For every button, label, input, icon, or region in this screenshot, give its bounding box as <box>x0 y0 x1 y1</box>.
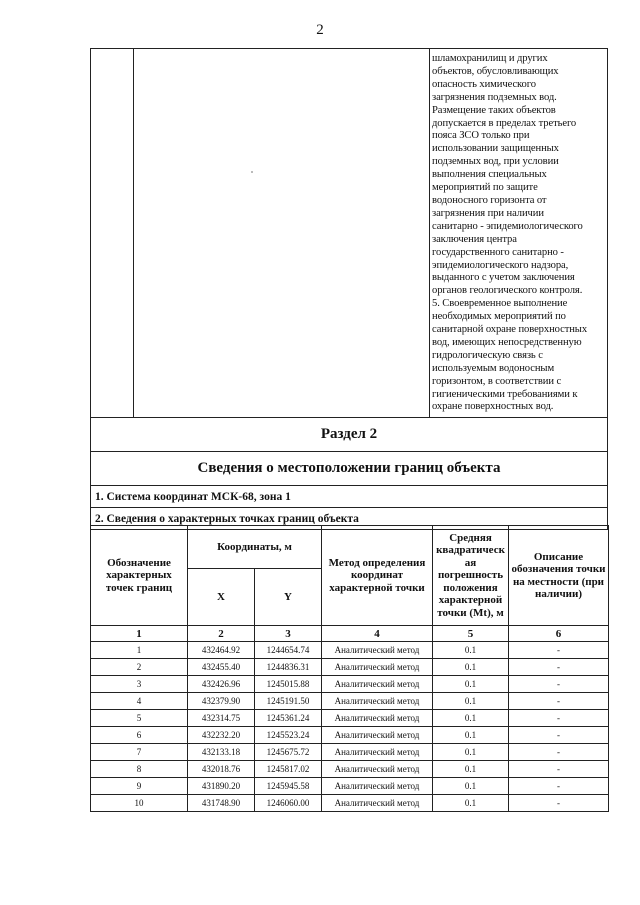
column-divider <box>429 49 430 417</box>
column-number: 3 <box>255 626 322 642</box>
description-cell: - <box>509 642 609 659</box>
method-cell: Аналитический метод <box>322 659 433 676</box>
coordinate-system: 1. Система координат МСК-68, зона 1 <box>91 485 607 507</box>
coord-x: 432018.76 <box>188 761 255 778</box>
point-number: 8 <box>91 761 188 778</box>
requirements-text: шламохранилищ и других объектов, обусловливающих опасность химического загрязнения подземных вод. Размещение таких объектов допускается в пределах третьего пояса ЗСО только при использовании защищенных подземных вод, при условии выполнения специальных мероприятий по защите водоносного горизонта от загрязнения при наличии санитарно - эпидемиологического заключения центра государственного санитарно - эпидемиологического надзора, выданного с учетом заключения органов геологического контроля. 5. Своевременное выполнение необходимых мероприятий по санитарной охране поверхностных вод, имеющих непосредственную гидрологическую связь с используемым водоносным горизонтом, в соответствии с гигиеническими требованиями к охране поверхностных вод. <box>432 53 588 413</box>
header-designation: Обозначение характерных точек границ <box>91 526 188 626</box>
accuracy-cell: 0.1 <box>433 693 509 710</box>
section-subtitle: Сведения о местоположении границ объекта <box>91 451 607 485</box>
section-title: Раздел 2 <box>320 425 378 442</box>
coord-y: 1246060.00 <box>255 795 322 812</box>
coord-y: 1244836.31 <box>255 659 322 676</box>
point-number: 10 <box>91 795 188 812</box>
table-row <box>91 642 609 659</box>
column-number: 2 <box>188 626 255 642</box>
coord-y: 1245015.88 <box>255 676 322 693</box>
accuracy-cell: 0.1 <box>433 778 509 795</box>
point-number: 6 <box>91 727 188 744</box>
accuracy-cell: 0.1 <box>433 710 509 727</box>
coord-x: 431748.90 <box>188 795 255 812</box>
table-row <box>91 693 609 710</box>
point-number: 9 <box>91 778 188 795</box>
accuracy-cell: 0.1 <box>433 659 509 676</box>
accuracy-cell: 0.1 <box>433 676 509 693</box>
description-cell: - <box>509 693 609 710</box>
header-description: Описание обозначения точки на местности (при наличии) <box>509 526 609 626</box>
description-cell: - <box>509 761 609 778</box>
method-cell: Аналитический метод <box>322 642 433 659</box>
accuracy-cell: 0.1 <box>433 744 509 761</box>
coord-x: 432426.96 <box>188 676 255 693</box>
description-cell: - <box>509 744 609 761</box>
table-body <box>91 642 609 812</box>
coord-x: 432133.18 <box>188 744 255 761</box>
column-number: 4 <box>322 626 433 642</box>
coord-y: 1244654.74 <box>255 642 322 659</box>
description-cell: - <box>509 795 609 812</box>
page-number: 2 <box>316 22 324 38</box>
header-y: Y <box>255 569 322 626</box>
method-cell: Аналитический метод <box>322 795 433 812</box>
header-accuracy: Средняя квадратическ ая погрешность положения характерной точки (Mt), м <box>433 526 509 626</box>
coord-y: 1245361.24 <box>255 710 322 727</box>
column-number: 6 <box>509 626 609 642</box>
coord-x: 431890.20 <box>188 778 255 795</box>
table-row <box>91 710 609 727</box>
table-row <box>91 761 609 778</box>
method-cell: Аналитический метод <box>322 744 433 761</box>
point-number: 4 <box>91 693 188 710</box>
accuracy-cell: 0.1 <box>433 795 509 812</box>
column-number: 5 <box>433 626 509 642</box>
coord-x: 432232.20 <box>188 727 255 744</box>
point-number: 5 <box>91 710 188 727</box>
point-number: 1 <box>91 642 188 659</box>
coord-y: 1245817.02 <box>255 761 322 778</box>
boundary-points-table <box>90 525 609 812</box>
table-row <box>91 727 609 744</box>
coord-x: 432379.90 <box>188 693 255 710</box>
column-number: 1 <box>91 626 188 642</box>
coord-x: 432455.40 <box>188 659 255 676</box>
header-coordinates: Координаты, м <box>188 526 322 569</box>
method-cell: Аналитический метод <box>322 761 433 778</box>
method-cell: Аналитический метод <box>322 693 433 710</box>
description-cell: - <box>509 659 609 676</box>
point-number: 7 <box>91 744 188 761</box>
method-cell: Аналитический метод <box>322 710 433 727</box>
table-header-row <box>91 526 609 569</box>
coord-y: 1245523.24 <box>255 727 322 744</box>
description-cell: - <box>509 727 609 744</box>
accuracy-cell: 0.1 <box>433 642 509 659</box>
method-cell: Аналитический метод <box>322 727 433 744</box>
method-cell: Аналитический метод <box>322 778 433 795</box>
accuracy-cell: 0.1 <box>433 727 509 744</box>
coord-y: 1245945.58 <box>255 778 322 795</box>
accuracy-cell: 0.1 <box>433 761 509 778</box>
table-row <box>91 795 609 812</box>
description-cell: - <box>509 778 609 795</box>
table-row <box>91 676 609 693</box>
section-header <box>90 417 608 530</box>
coord-x: 432464.92 <box>188 642 255 659</box>
method-cell: Аналитический метод <box>322 676 433 693</box>
description-cell: - <box>509 676 609 693</box>
table-row <box>91 778 609 795</box>
description-cell: - <box>509 710 609 727</box>
coord-x: 432314.75 <box>188 710 255 727</box>
continued-table-fragment <box>90 48 608 418</box>
table-row <box>91 659 609 676</box>
point-number: 2 <box>91 659 188 676</box>
points-header: 2. Сведения о характерных точках границ объекта <box>91 507 607 529</box>
scan-speck <box>251 171 253 173</box>
point-number: 3 <box>91 676 188 693</box>
coord-y: 1245191.50 <box>255 693 322 710</box>
column-divider <box>133 49 134 417</box>
column-number-row <box>91 626 609 642</box>
coord-y: 1245675.72 <box>255 744 322 761</box>
header-x: X <box>188 569 255 626</box>
table-row <box>91 744 609 761</box>
header-method: Метод определения координат характерной точки <box>322 526 433 626</box>
